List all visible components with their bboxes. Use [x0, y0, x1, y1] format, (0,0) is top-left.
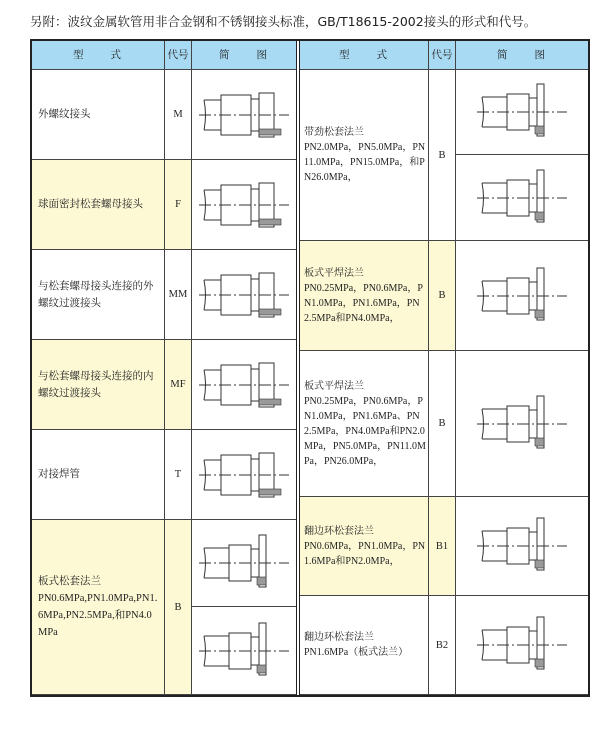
header-code: 代号 [165, 41, 192, 70]
table-row-type [300, 497, 429, 596]
table-row-code [165, 160, 192, 250]
fitting-diagram-icon [199, 175, 289, 235]
diagram-cell [456, 497, 588, 596]
flange-diagram-icon [477, 394, 567, 454]
table-row-code [165, 340, 192, 430]
pressure-ratings: PN0.25MPa，PN0.6MPa，PN1.0MPa，PN1.6MPa、PN2.5MPa，PN4.0MPa和PN2.0MPa，PN5.0MPa，PN11.0MPa，PN26.0MPa， [304, 395, 426, 467]
document-title: 另附：波纹金属软管用非合金钢和不锈钢接头标准，GB/T18615-2002接头的形式和代号。 [30, 14, 537, 29]
table-row-code [165, 430, 192, 520]
pressure-ratings: PN1.6MPa（板式法兰） [304, 647, 409, 658]
type-code: T [174, 469, 182, 480]
type-code: M [173, 109, 183, 120]
table-row-type [32, 430, 165, 520]
pressure-ratings: PN0.6MPa，PN1.0MPa，PN1.6MPa和PN2.0MPa， [304, 540, 426, 567]
type-name: 外螺纹接头 [38, 109, 91, 120]
type-name: 翻边环松套法兰 [304, 525, 374, 537]
table-row-code [429, 497, 456, 596]
pressure-ratings: PN0.25MPa，PN0.6MPa，PN1.0MPa，PN1.6MPa，PN2.5MPa和PN4.0MPa， [304, 282, 423, 324]
diagram-cell [456, 70, 588, 155]
fitting-types-table [30, 39, 590, 697]
diagram-cell [456, 351, 588, 497]
flange-diagram-icon [199, 621, 289, 681]
fitting-diagram-icon [199, 85, 289, 145]
type-code: B [438, 290, 446, 301]
table-row-code [429, 351, 456, 497]
type-code: B [174, 601, 182, 613]
fitting-diagram-icon [199, 445, 289, 505]
type-code: B [438, 149, 446, 161]
table-row-type [32, 160, 165, 250]
flange-diagram-icon [477, 168, 567, 228]
flange-diagram-icon [477, 615, 567, 675]
type-code: B1 [435, 540, 449, 552]
table-row-type [300, 351, 429, 497]
table-row-code [165, 70, 192, 160]
table-row-type [32, 250, 165, 340]
table-row-type [32, 520, 165, 695]
diagram-cell [192, 70, 296, 160]
type-name: 与松套螺母接头连接的内螺纹过渡接头 [38, 370, 154, 399]
flange-diagram-icon [199, 533, 289, 593]
type-name: 板式松套法兰 [38, 576, 101, 587]
header-type: 型 式 [32, 41, 165, 70]
header-code: 代号 [429, 41, 456, 70]
diagram-cell [192, 160, 296, 250]
diagram-cell [192, 607, 296, 695]
table-row-code [165, 250, 192, 340]
fitting-diagram-icon [199, 355, 289, 415]
type-name: 带劲松套法兰 [304, 127, 364, 138]
table-row-code [429, 596, 456, 695]
flange-diagram-icon [477, 516, 567, 576]
header-type: 型 式 [300, 41, 429, 70]
table-row-code [429, 70, 456, 241]
pressure-ratings: PN2.0MPa，PN5.0MPa，PN11.0MPa，PN15.0MPa，和PN26.0MPa， [304, 142, 426, 183]
table-row-type [300, 241, 429, 351]
header-diagram: 简 图 [456, 41, 588, 70]
table-row-code [429, 241, 456, 351]
diagram-cell [456, 596, 588, 695]
pressure-ratings: PN0.6MPa,PN1.0MPa,PN1.6MPa,PN2.5MPa,和PN4.0MPa [38, 593, 158, 638]
header-diagram: 简 图 [192, 41, 296, 70]
fitting-diagram-icon [199, 265, 289, 325]
type-code: MM [168, 289, 188, 300]
diagram-cell [456, 241, 588, 351]
diagram-cell [456, 155, 588, 241]
type-code: F [175, 199, 181, 210]
flange-diagram-icon [477, 82, 567, 142]
table-row-type [300, 70, 429, 241]
table-row-type [300, 596, 429, 695]
type-name: 板式平焊法兰 [304, 380, 364, 392]
table-row-code [165, 520, 192, 695]
diagram-cell [192, 430, 296, 520]
diagram-cell [192, 340, 296, 430]
flange-diagram-icon [477, 266, 567, 326]
diagram-cell [192, 520, 296, 607]
type-name: 翻边环松套法兰 [304, 632, 374, 643]
type-name: 球面密封松套螺母接头 [38, 199, 143, 210]
type-code: MF [170, 379, 186, 390]
type-name: 对接焊管 [38, 469, 80, 480]
diagram-cell [192, 250, 296, 340]
type-code: B2 [435, 639, 449, 651]
table-row-type [32, 70, 165, 160]
type-code: B [438, 418, 446, 429]
type-name: 与松套螺母接头连接的外螺纹过渡接头 [38, 280, 154, 309]
table-row-type [32, 340, 165, 430]
type-name: 板式平焊法兰 [304, 267, 364, 279]
